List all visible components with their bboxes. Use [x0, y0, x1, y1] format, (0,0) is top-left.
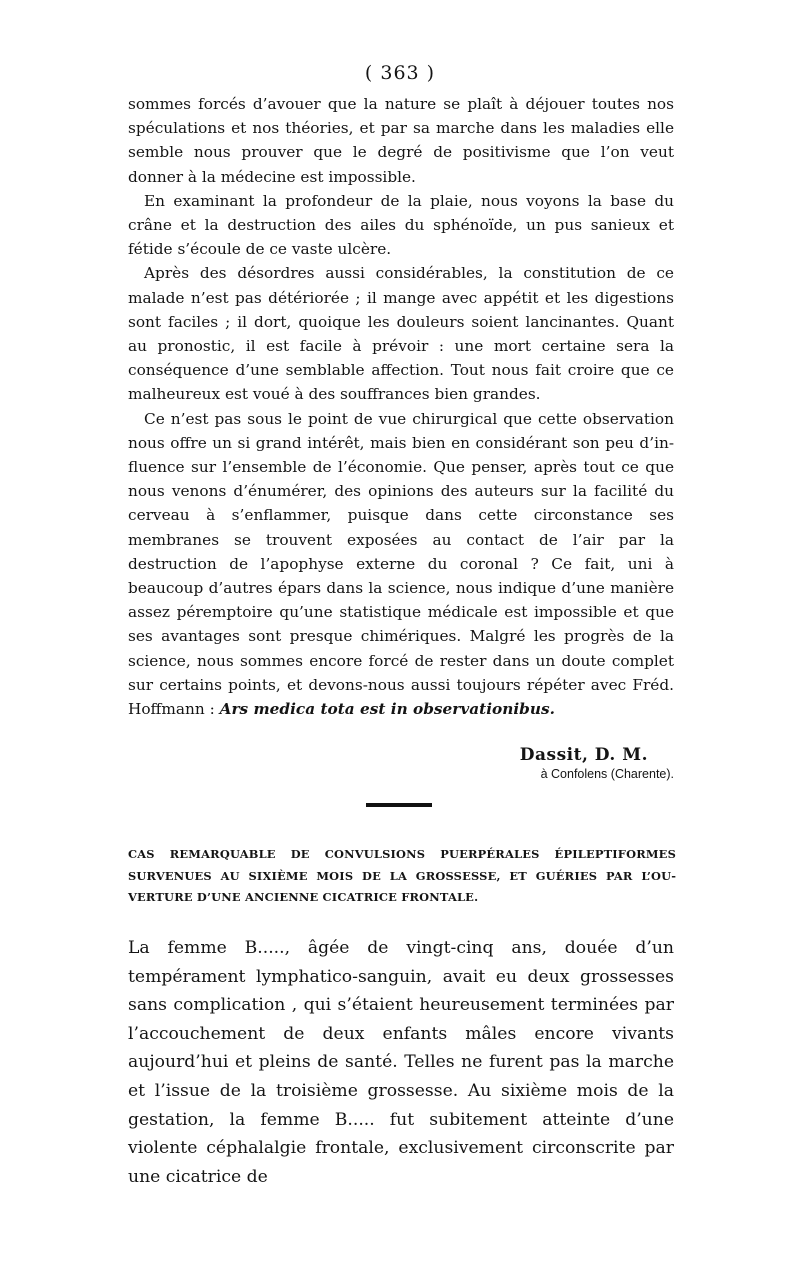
paragraph-last: [128, 407, 674, 722]
paragraph: sommes forcés d’avouer que la nature se plaît à déjouer toutes nos spéculations et nos théories, et par sa marche dans les maladies elle semble nous prouver que le degré de positivisme que l’on veut donner à la médecine est impossible.: [128, 95, 674, 186]
paragraph: En examinant la profondeur de la plaie, nous voyons la base du crâne et la destruction des ailes du sphénoïde, un pus sanieux et fétide s’écoule de ce vaste ulcère.: [128, 191, 674, 259]
paragraph: La femme B....., âgée de vingt-cinq ans, douée d’un tempérament lymphatico-sanguin, avait eu deux grossesses sans complication , qui s’étaient heureusement terminées par l’accouchement de deux enfants mâles encore vivants aujourd’hui et pleins de santé. Telles ne furent pas la marche et l’issue de la troisième grossesse. Au sixième mois de la gestation, la femme B..... fut subitement atteinte d’une violente céphalalgie frontale, exclusivement circonscrite par une cicatrice de: [128, 938, 674, 1187]
signature-place: à Confolens (Charente).: [540, 767, 674, 781]
article-body: [128, 934, 674, 1191]
paragraph-text: Ce n’est pas sous le point de vue chirurgical que cette observation nous offre un si grand intérêt, mais bien en considérant son peu d’influence sur l’ensemble de l’économie. Que penser, après tout ce que nous venons d’énumérer, des opinions des auteurs sur la facilité du cerveau à s’enflammer, puisque dans cette circonstance ses membranes se trouvent exposées au contact de l’air par la destruction de l’apophyse externe du coronal ? Ce fait, uni à beaucoup d’autres épars dans la science, nous indique d’une manière assez péremptoire qu’une statistique médicale est impossible et que ses avantages sont presque chimériques. Malgré les progrès de la science, nous sommes encore forcé de rester dans un doute complet sur certains points, et devons-nous aussi toujours répéter avec Fréd. Hoffmann :: [128, 409, 674, 719]
article-title: CAS REMARQUABLE DE CONVULSIONS PUERPÉRALES ÉPILEPTIFORMES SURVENUES AU SIXIÈME MOIS DE LA GROSSESSE, ET GUÉRIES PAR L’OUVERTURE D’UNE ANCIENNE CICATRICE FRONTALE.: [128, 847, 676, 904]
previous-article-text: [128, 92, 674, 721]
signature-name: Dassit, D. M.: [519, 745, 648, 765]
latin-quote: Ars medica tota est in observationibus.: [219, 700, 555, 719]
page-number: ( 363 ): [364, 62, 436, 84]
paragraph: Après des désordres aussi considérables, la constitution de ce malade n’est pas détériorée ; il mange avec appétit et les digestions sont faciles ; il dort, quoique les douleurs soient lancinantes. Quant au pronostic, il est facile à prévoir : une mort certaine sera la conséquence d’une semblable affection. Tout nous fait croire que ce malheureux est voué à des souffrances bien grandes.: [128, 264, 674, 404]
section-divider: [366, 803, 432, 807]
